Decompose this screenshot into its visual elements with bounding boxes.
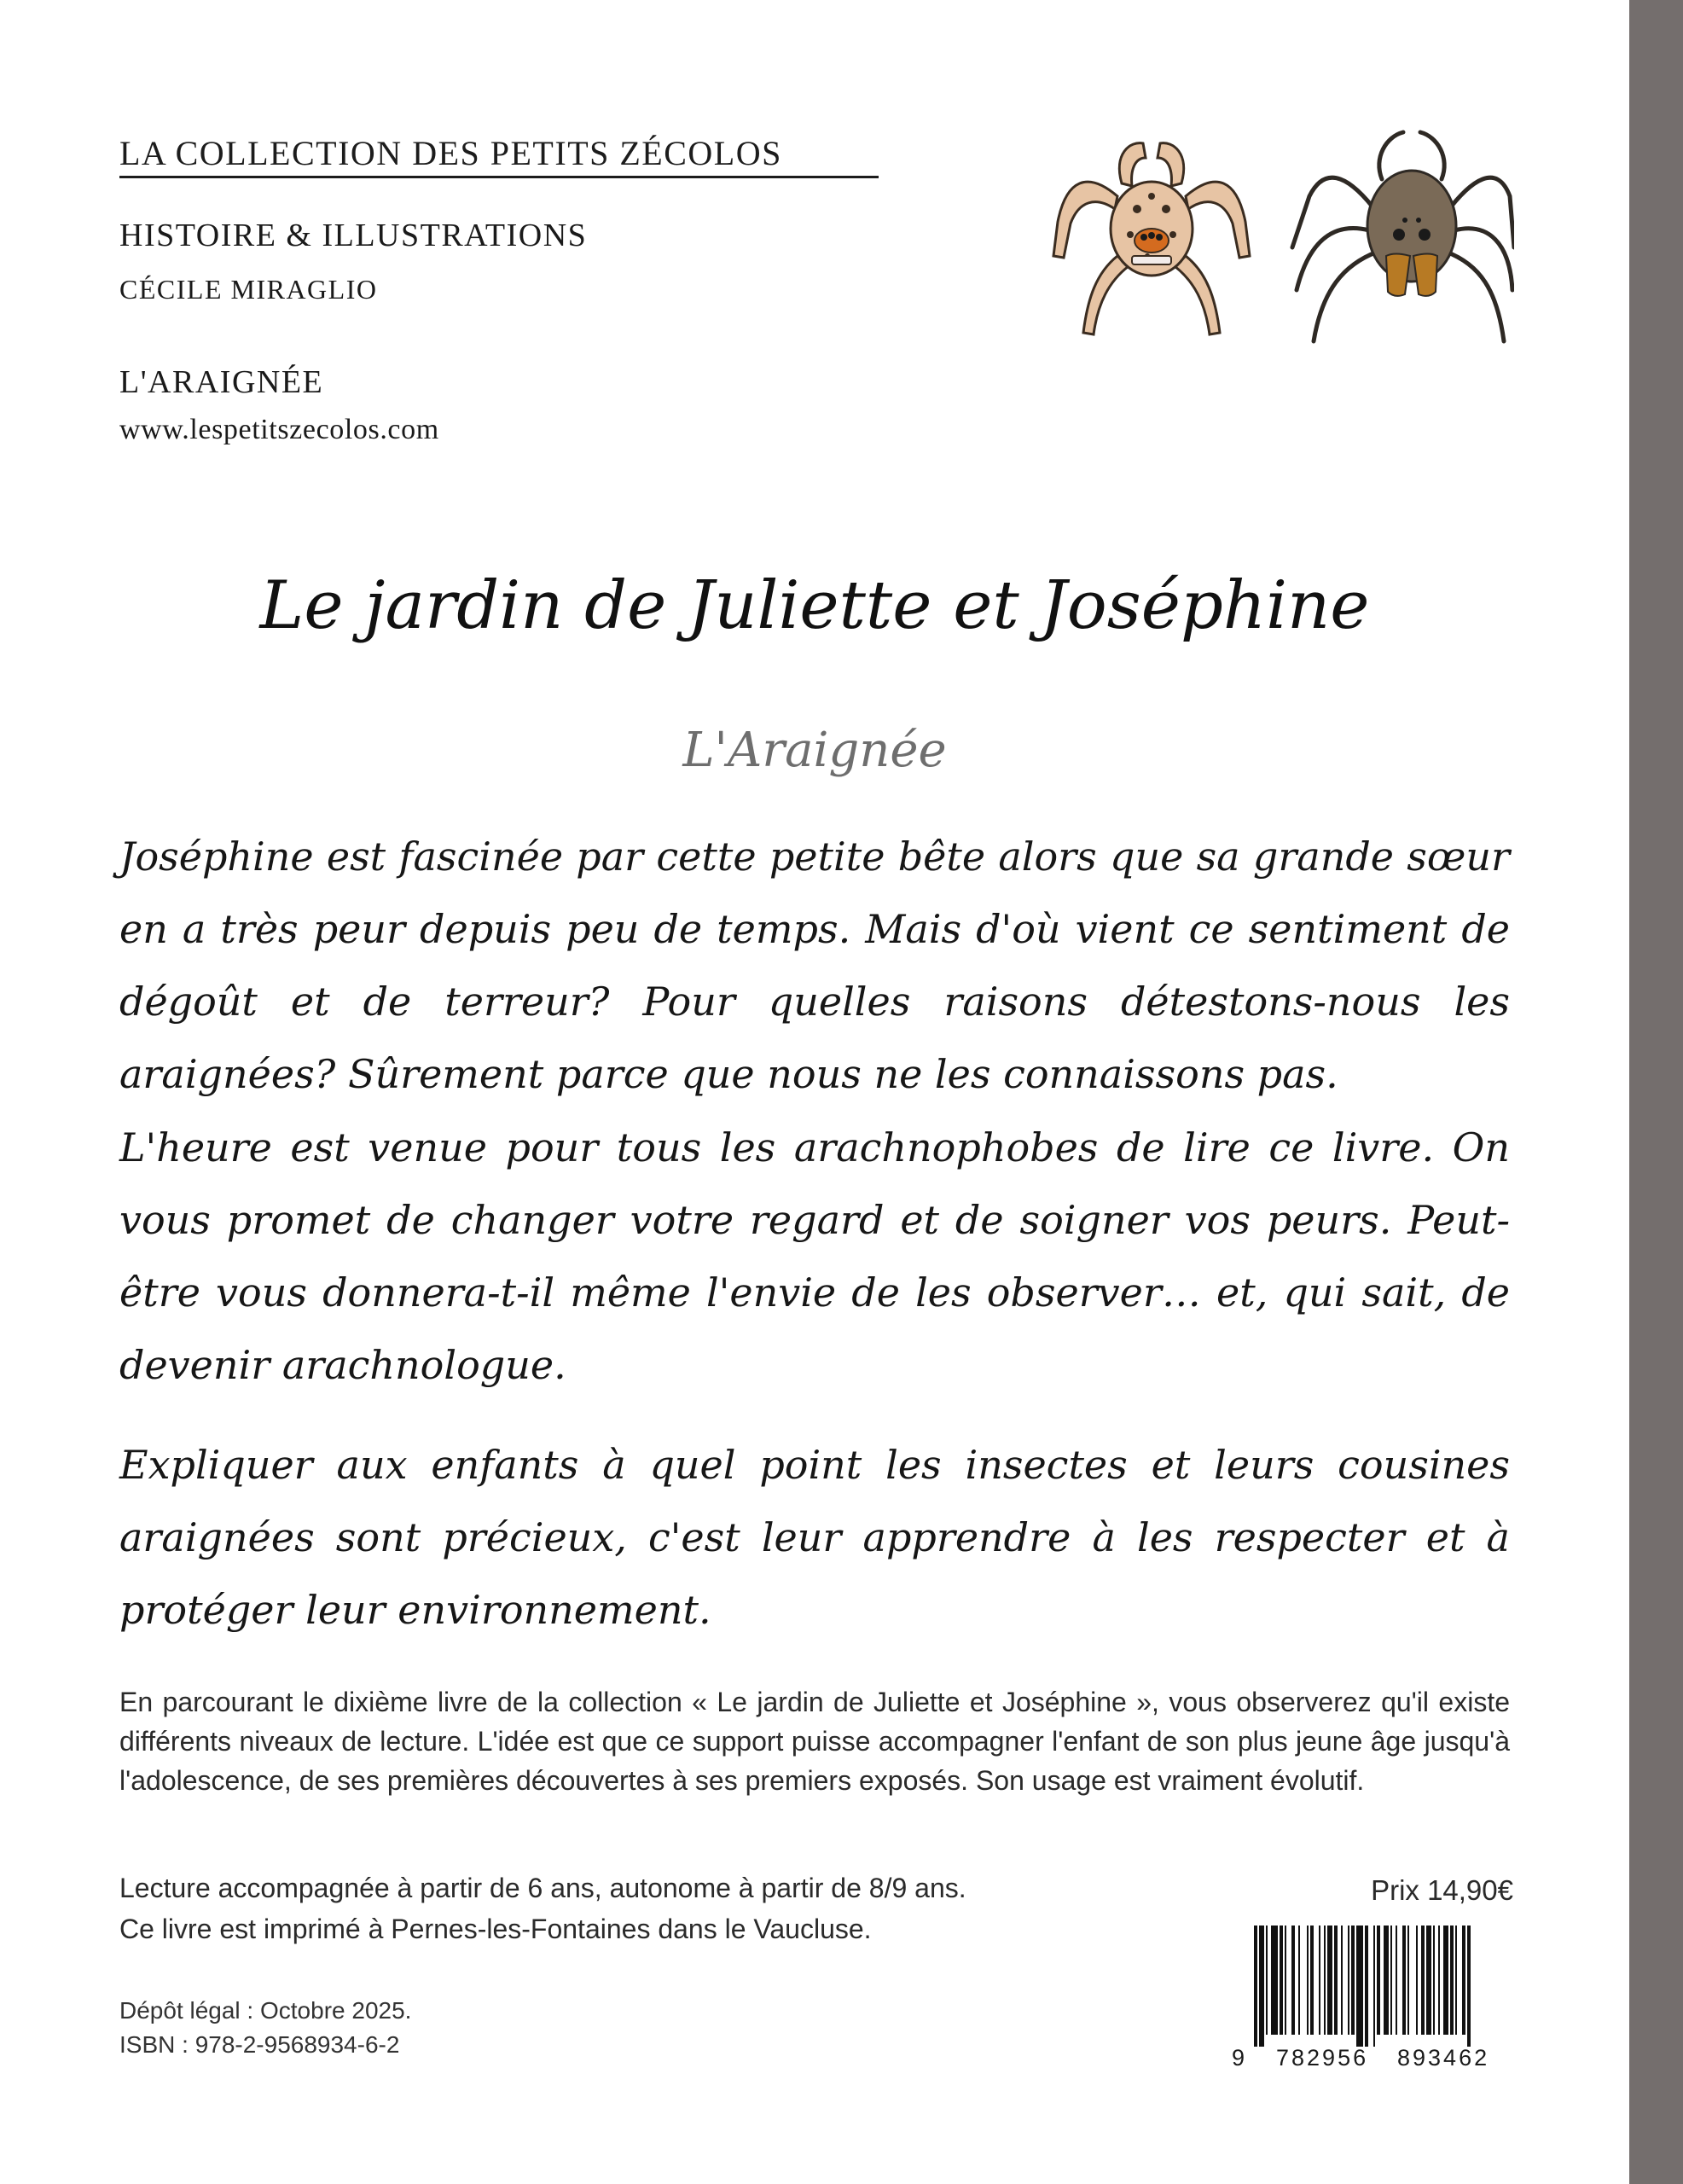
blurb-paragraph-2: L'heure est venue pour tous les arachnophobes de lire ce livre. On vous promet de changer votre regard et de soigner vos peurs. Peut-être vous donnera-t-il même l'envie de les observer… et, qui sait, de devenir arachnologue.	[119, 1124, 1510, 1388]
pale-spider-illustration	[1053, 143, 1250, 334]
brown-spider-illustration	[1292, 132, 1514, 341]
printing-info: Ce livre est imprimé à Pernes-les-Fontaines dans le Vaucluse.	[119, 1914, 872, 1944]
barcode-bar	[1298, 1926, 1300, 2035]
book-tag: L'ARAIGNÉE	[119, 364, 324, 400]
collection-underline	[119, 176, 879, 178]
barcode-bar	[1310, 1926, 1314, 2035]
barcode-bar	[1327, 1926, 1332, 2035]
barcode-bar	[1285, 1926, 1286, 2035]
price-label: Prix 14,90€	[1371, 1874, 1513, 1906]
barcode-bar	[1373, 1926, 1375, 2047]
barcode-bar	[1266, 1926, 1268, 2035]
isbn-number: ISBN : 978-2-9568934-6-2	[119, 2031, 400, 2058]
barcode-bar	[1377, 1926, 1380, 2035]
book-title: Le jardin de Juliette et Joséphine	[259, 567, 1370, 644]
book-subtitle: L'Araignée	[682, 723, 947, 778]
legal-deposit: Dépôt légal : Octobre 2025.	[119, 1997, 412, 2024]
barcode-bar	[1462, 1926, 1465, 2035]
blurb-paragraph-3: Expliquer aux enfants à quel point les insectes et leurs cousines araignées sont précieux, c'est leur apprendre à les respecter et à protéger leur environnement.	[119, 1442, 1510, 1633]
barcode-bar	[1455, 1926, 1457, 2035]
barcode-bar	[1402, 1926, 1406, 2035]
barcode-bar	[1341, 1926, 1343, 2035]
barcode-bar	[1334, 1926, 1338, 2035]
barcode-bar	[1365, 1926, 1368, 2047]
barcode-bar	[1433, 1926, 1435, 2035]
collection-presentation: En parcourant le dixième livre de la collection « Le jardin de Juliette et Joséphine », vous observerez qu'il existe différents niveaux de lecture. L'idée est que ce support puisse accompagner l'enfant de son plus jeune âge jusqu'à l'adolescence, de ses premières découvertes à ses premiers exposés. Son usage est vraiment évolutif.	[119, 1687, 1510, 1796]
barcode-bar	[1291, 1926, 1295, 2035]
barcode-bar	[1467, 1926, 1471, 2047]
barcode-bar	[1351, 1926, 1355, 2035]
barcode-bar	[1348, 1926, 1349, 2035]
barcode-bar	[1438, 1926, 1440, 2035]
barcode-first-digit: 9	[1232, 2045, 1245, 2071]
barcode-bar	[1450, 1926, 1454, 2035]
reading-age: Lecture accompagnée à partir de 6 ans, autonome à partir de 8/9 ans.	[119, 1873, 966, 1903]
author-name: CÉCILE MIRAGLIO	[119, 274, 378, 305]
barcode-bar	[1254, 1926, 1257, 2047]
spider-illustrations	[1036, 128, 1514, 367]
ean-barcode	[1252, 1926, 1513, 2047]
barcode-bar	[1421, 1926, 1425, 2035]
barcode-bar	[1443, 1926, 1448, 2035]
barcode-bar	[1426, 1926, 1431, 2035]
barcode-bar	[1259, 1926, 1264, 2047]
barcode-right-digits: 893462	[1397, 2045, 1490, 2071]
website-link[interactable]: www.lespetitszecolos.com	[119, 414, 439, 445]
barcode-bar	[1319, 1926, 1320, 2035]
barcode-left-digits: 782956	[1276, 2045, 1369, 2071]
barcode-bar	[1390, 1926, 1392, 2035]
barcode-bar	[1407, 1926, 1409, 2035]
barcode-bar	[1271, 1926, 1278, 2035]
barcode-bar	[1280, 1926, 1283, 2035]
barcode-bar	[1307, 1926, 1309, 2035]
credits-heading: HISTOIRE & ILLUSTRATIONS	[119, 218, 588, 253]
barcode-bar	[1416, 1926, 1418, 2035]
book-spine-edge	[1629, 0, 1683, 2184]
collection-title: LA COLLECTION DES PETITS ZÉCOLOS	[119, 134, 782, 172]
barcode-bar	[1356, 1926, 1363, 2047]
barcode-bar	[1324, 1926, 1326, 2035]
barcode-bar	[1384, 1926, 1389, 2035]
blurb-paragraph-1: Joséphine est fascinée par cette petite bête alors que sa grande sœur en a très peur depuis peu de temps. Mais d'où vient ce sentiment de dégoût et de terreur? Pour quelles raisons détestons-nous les araignées? Sûrement parce que nous ne les connaissons pas.	[119, 834, 1510, 1097]
barcode-bar	[1396, 1926, 1397, 2035]
